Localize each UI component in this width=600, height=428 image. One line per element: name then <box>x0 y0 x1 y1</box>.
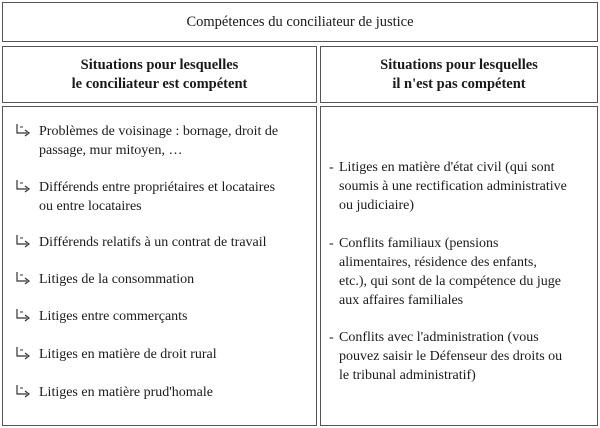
turn-right-arrow-icon <box>15 123 33 139</box>
item-line: Litiges de la consommation <box>39 272 195 287</box>
turn-right-arrow-icon <box>15 308 33 324</box>
list-item <box>15 233 315 252</box>
item-line: aux affaires familiales <box>339 293 464 308</box>
dash-marker: - <box>329 236 334 251</box>
turn-right-arrow-icon <box>15 271 33 287</box>
item-line: Problèmes de voisinage : bornage, droit de <box>39 124 279 139</box>
item-line: alimentaires, résidence des enfants, <box>339 255 537 270</box>
item-line: ou entre locataires <box>39 199 142 214</box>
list-item <box>329 328 597 385</box>
header-not-competent-line1: Situations pour lesquelles <box>380 56 538 73</box>
item-line: ou judiciaire) <box>339 198 415 213</box>
item-line: Litiges en matière prud'homale <box>39 385 213 400</box>
competent-list <box>2 106 317 426</box>
list-item <box>329 234 597 310</box>
header-competent-line2: le conciliateur est compétent <box>71 75 248 92</box>
item-line: etc.), qui sont de la compétence du juge <box>339 274 561 289</box>
not-competent-list <box>320 106 598 426</box>
item-line: Différends entre propriétaires et locataires <box>39 180 276 195</box>
header-competent <box>2 46 317 103</box>
turn-right-arrow-icon <box>15 179 33 195</box>
item-line: Litiges en matière de droit rural <box>39 347 217 362</box>
item-line: soumis à une rectification administrative <box>339 179 567 194</box>
turn-right-arrow-icon <box>15 384 33 400</box>
header-not-competent-line2: il n'est pas compétent <box>392 75 526 92</box>
turn-right-arrow-icon <box>15 346 33 362</box>
competences-table <box>2 2 598 426</box>
item-line: Conflits avec l'administration (vous <box>339 330 539 345</box>
list-item <box>15 345 315 364</box>
dash-marker: - <box>329 330 334 345</box>
list-item <box>15 122 315 160</box>
dash-marker: - <box>329 160 334 175</box>
item-line: Litiges entre commerçants <box>39 309 188 324</box>
item-line: passage, mur mitoyen, … <box>39 143 183 158</box>
list-item <box>15 178 315 216</box>
header-not-competent <box>320 46 598 103</box>
list-item <box>15 307 315 326</box>
table-title-text: Compétences du conciliateur de justice <box>186 13 414 30</box>
list-item <box>15 270 315 289</box>
item-line: Conflits familiaux (pensions <box>339 236 499 251</box>
list-item <box>329 158 597 215</box>
header-competent-line1: Situations pour lesquelles <box>80 56 239 73</box>
item-line: Litiges en matière d'état civil (qui sont <box>339 160 555 175</box>
item-line: Différends relatifs à un contrat de travail <box>39 235 267 250</box>
table-title <box>2 2 598 42</box>
list-item <box>15 383 315 402</box>
turn-right-arrow-icon <box>15 234 33 250</box>
item-line: le tribunal administratif) <box>339 368 476 383</box>
item-line: pouvez saisir le Défenseur des droits ou <box>339 349 563 364</box>
